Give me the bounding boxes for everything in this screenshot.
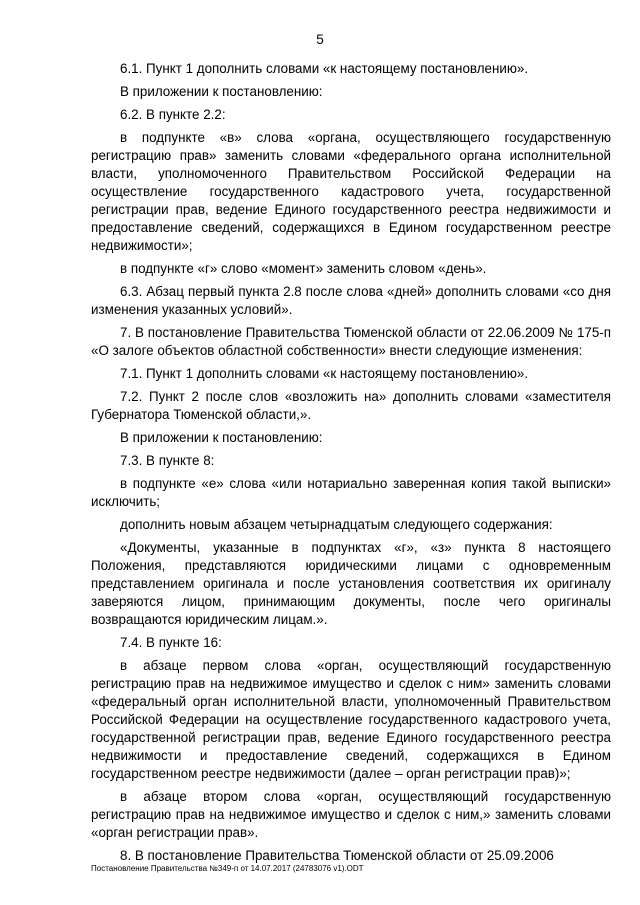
paragraph: дополнить новым абзацем четырнадцатым следующего содержания:	[120, 517, 553, 532]
paragraph: «Документы, указанные в подпунктах «г», «з» пункта 8 настоящего Положения, представляются юридическими лицами с одновременным представлением оригинала и после установления соответствия их оригиналу заверяются лицом, принимающим документы, после чего оригиналы возвращаются юридическим лицам.».	[91, 540, 611, 627]
paragraph: 7. В постановление Правительства Тюменской области от 22.06.2009 № 175-п «О залоге объектов областной собственности» внести следующие изменения:	[91, 325, 611, 358]
document-body	[91, 60, 611, 870]
paragraph: 7.2. Пункт 2 после слов «возложить на» дополнить словами «заместителя Губернатора Тюменской области,».	[91, 389, 611, 422]
paragraph: в подпункте «е» слова «или нотариально заверенная копия такой выписки» исключить;	[91, 476, 611, 509]
paragraph: 6.2. В пункте 2.2:	[120, 107, 226, 122]
paragraph: 7.1. Пункт 1 дополнить словами «к настоящему постановлению».	[120, 366, 529, 381]
paragraph: в подпункте «г» слово «момент» заменить словом «день».	[120, 261, 487, 276]
paragraph: 6.3. Абзац первый пункта 2.8 после слова «дней» дополнить словами «со дня изменения указанных условий».	[91, 284, 611, 317]
paragraph: 7.3. В пункте 8:	[120, 453, 215, 468]
paragraph: В приложении к постановлению:	[120, 84, 323, 99]
paragraph: 7.4. В пункте 16:	[120, 635, 222, 650]
paragraph: 8. В постановление Правительства Тюменской области от 25.09.2006	[120, 848, 554, 863]
paragraph: В приложении к постановлению:	[120, 430, 323, 445]
paragraph: в абзаце втором слова «орган, осуществляющий государственную регистрацию прав на недвижимое имущество и сделок с ним,» заменить словами «орган регистрации прав».	[91, 789, 611, 840]
paragraph: 6.1. Пункт 1 дополнить словами «к настоящему постановлению».	[120, 61, 529, 76]
page-number: 5	[316, 32, 324, 47]
document-footer: Постановление Правительства №349-п от 14.07.2017 (24783076 v1).ODT	[91, 864, 364, 873]
paragraph: в абзаце первом слова «орган, осуществляющий государственную регистрацию прав на недвижимое имущество и сделок с ним» заменить словами «федеральный орган исполнительной власти, уполномоченный Правительством Российской Федерации на осуществление государственного кадастрового учета, государственной регистрации прав, ведение Единого государственного реестра недвижимости и предоставление сведений, содержащихся в Едином государственном реестре недвижимости (далее – орган регистрации прав)»;	[91, 658, 611, 781]
paragraph: в подпункте «в» слова «органа, осуществляющего государственную регистрацию прав» заменить словами «федерального органа исполнительной власти, уполномоченного Правительством Российской Федерации на осуществление государственного кадастрового учета, государственной регистрации прав, ведение Единого государственного реестра недвижимости и предоставление сведений, содержащихся в Едином государственном реестре недвижимости»;	[91, 130, 611, 253]
